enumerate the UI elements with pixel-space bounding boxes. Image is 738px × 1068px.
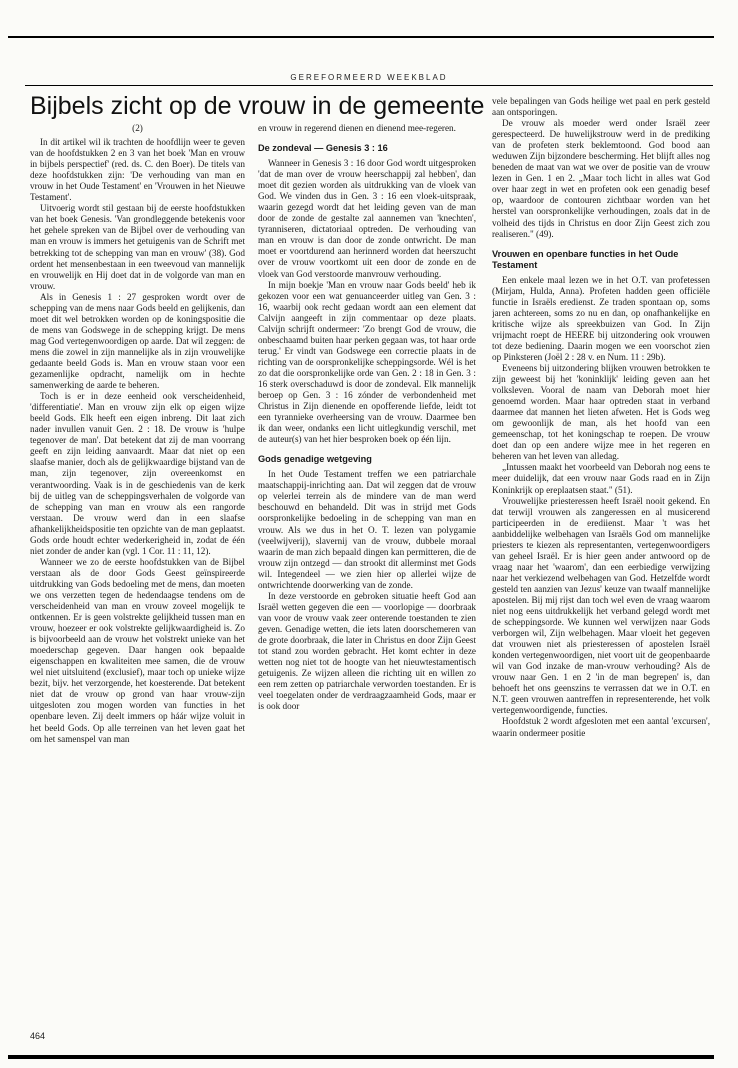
paragraph: Vrouwelijke priesteressen heeft Israël nooit gekend. En dat terwijl vrouwen als zangeressen en al musicerend participeerden in de erediienst. Maar 't was het aanbiddelijke welbehagen van Israëls God om mannelijke priesters te kiezen als representanten, vertegenwoordigers van geheel Israël. Er is hier geen ander antwoord op de vraag naar het 'waarom', dan een eerbiedige verwijzing naar het verkiezend welbehagen van God. Hetzelfde wordt gesteld ten aanzien van Jezus' keuze van twaalf mannelijke apostelen. Bij mij rijst dan toch wel even de vraag waarom niet nog eens uitdrukkelijk het verband gelegd wordt met de scheppingsorde. We kunnen wel verwijzen naar Gods verborgen wil, Zijn welbehagen. Maar vloeit het gegeven dat vrouwen niet als priesteressen of apostelen Israël konden vertegenwoordigen, niet voort uit de geopenbaarde wil van God inzake de man-vrouw verhouding? Als de vrouw naar Gen. 1 en 2 'in de man begrepen' is, dan behoeft het ons geenszins te verrassen dat we in O.T. en N.T. geen vrouwen aantreffen in representerende, het volk vertegenwoordigende, functies. — [492, 495, 710, 716]
paragraph: In dit artikel wil ik trachten de hoofdlijn weer te geven van de hoofdstukken 2 en 3 van het boek 'Man en vrouw in bijbels perspectief' (red. ds. C. den Boer). De titels van deze hoofdstukken zijn: 'De verhouding van man en vrouw in het Oude Testament' en 'Vrouwen in het Nieuwe Testament'. — [30, 137, 245, 203]
paragraph: en vrouw in regerend dienen en dienend mee-regeren. — [258, 123, 456, 133]
paragraph: „Intussen maakt het voorbeeld van Deborah nog eens te meer duidelijk, dat een vrouw naar Gods raad en in Zijn Koninkrijk op ereplaatsen staat." (51). — [492, 462, 710, 495]
paragraph: Eveneens bij uitzondering blijken vrouwen betrokken te zijn geweest bij het 'koninklijk' leiding geven aan het volksleven. Vooral de naam van Deborah moet hier genoemd worden. Maar haar optreden staat in verband daarmee dat mannen het lieten afweten. Het is Gods weg om gewoonlijk de man, als het hoofd van een gemeenschap, tot het koningschap te roepen. De vrouw doet dan op een andere wijze mee in het regeren en beheren van het leven van alledag. — [492, 362, 710, 462]
paragraph: vele bepalingen van Gods heilige wet paal en perk gesteld aan ontsporingen. — [492, 96, 710, 118]
column-3 — [492, 96, 710, 1023]
paragraph: Als in Genesis 1 : 27 gesproken wordt over de schepping van de mens naar Gods beeld en gelijkenis, dan moet dit wel betrokken worden op de koningspositie die de mens van Godswege in de schepping krijgt. De mens mag God vertegenwoordigen op aarde. Dat wil zeggen: de mens die zowel in zijn mannelijke als in zijn vrouwelijke gedaante beeld Gods is. Man en vrouw staan voor een gezamenlijke opdracht, namelijk om in hechte samenwerking de aarde te beheren. — [30, 291, 245, 391]
section-heading-zondeval: De zondeval — Genesis 3 : 16 — [258, 143, 388, 154]
masthead: GEREFORMEERD WEEKBLAD — [290, 73, 448, 82]
column-1 — [30, 123, 245, 1023]
article-title: Bijbels zicht op de vrouw in de gemeente — [30, 92, 485, 120]
paragraph: Wanneer in Genesis 3 : 16 door God wordt uitgesproken 'dat de man over de vrouw heerschappij zal hebben', dan moet dit gezien worden als uitdrukking van de vloek van God. We vinden dus in Gen. 3 : 16 een vloek-uitspraak, waarin gezegd wordt dat het leiding geven van de man door de zonde de gestalte zal aannemen van 'knechten', tyranniseren, dictatoriaal optreden. De verhouding van man en vrouw is dan door de zonde ontwricht. De man moet er voortdurend aan herinnerd worden dat heerszucht over de vrouw voortkomt uit een door de zonde en de vloek van God verstoorde manvrouw verhouding. — [258, 158, 476, 279]
paragraph: De vrouw als moeder werd onder Israël zeer gerespecteerd. De huwelijkstrouw werd in de prediking van de profeten sterk beklemtoond. God bood aan weduwen Zijn bijzondere bescherming. Het blijft alles nog beneden de maat van wat we over de positie van de vrouw lezen in Gen. 1 en 2. „Maar toch licht in alles wat God over haar zegt in wet en profeten ook een genadig besef op, waardoor de contouren zichtbaar worden van het herstel van oorspronkelijke verhoudingen, zoals dat in de volheid des tijds in Christus en door Zijn Geest zich zou realiseren." (49). — [492, 118, 710, 239]
section-heading-openbare-functies: Vrouwen en openbare functies in het Oude Testament — [492, 248, 679, 270]
article-part-number: (2) — [132, 123, 143, 133]
paragraph: Wanneer we zo de eerste hoofdstukken van de Bijbel verstaan als de door Gods Geest geïnspireerde uitdrukking van Gods bedoeling met de mens, dan moeten we ons verzetten tegen de hedendaagse tendens om de verscheidenheid van man en vrouw zoveel mogelijk te ontkennen. Er is geen volstrekte gelijkheid tussen man en vrouw, hoezeer er ook volstrekte gelijkwaardigheid is. Zo is bijvoorbeeld aan de vrouw het volstrekt unieke van het moederschap gegeven. Daar hangen ook bepaalde eigenschappen en kwaliteiten mee samen, die de vrouw wel niet uitsluitend (exclusief), maar toch op unieke wijze bezit, bijv. het verzorgende, het koesterende. Dat betekent niet dat de vrouw op grond van haar vrouw-zijn uitgesloten zou mogen worden van functies in het openbare leven. Zij deelt immers op háár wijze voluit in het beeld Gods. Op alle terreinen van het leven gaat het om het samenspel van man — [30, 556, 245, 744]
page-number: 464 — [30, 1031, 46, 1041]
top-rule — [8, 36, 714, 38]
masthead-rule — [25, 85, 713, 86]
bottom-rule — [8, 1055, 714, 1059]
paragraph: Toch is er in deze eenheid ook verscheidenheid, 'differentiatie'. Man en vrouw zijn elk op eigen wijze beeld Gods. Elk heeft een eigen inbreng. Dit laat zich nader invullen vanuit Gen. 2 : 18. De vrouw is 'hulpe tegenover de man'. Dat betekent dat zij de man voorrang geeft en zijn leiding aanvaardt. Maar dat niet op een slaafse manier, doch als de gelijkwaardige bijstand van de man, zijn tegenover, zijn overeenkomst en verantwoording. Vaak is in de geschiedenis van de kerk bij de uitleg van de scheppingsverhalen de volgorde van de schepping van man en vrouw als een rangorde verstaan. De vrouw werd dan in een slaafse afhankelijkheidspositie ten opzichte van de man geplaatst. Gods orde houdt echter wederkerigheid in, zodat de één niet zonder de ander kan (vgl. 1 Cor. 11 : 11, 12). — [30, 391, 245, 556]
paragraph: Hoofdstuk 2 wordt afgesloten met een aantal 'excursen', waarin ondermeer positie — [492, 716, 710, 738]
column-2 — [258, 123, 476, 1023]
paragraph: In deze verstoorde en gebroken situatie heeft God aan Israël wetten gegeven die een — voorlopige — doorbraak van voor de vrouw vaak zeer onterende toestanden te zien geven. Genadige wetten, die iets laten doorschemeren van de grote doorbraak, die later in Christus en door Zijn Geest tot stand zou worden gebracht. Het komt echter in deze wetten nog niet tot de hoogte van het nieuwtestamentisch getuigenis. Ze wijzen alleen die richting uit en willen zo een rem zetten op patriarchale verworden toestanden. Er is veel toegelaten onder de verdraagzaamheid Gods, maar er is ook door — [258, 590, 476, 712]
paragraph: In mijn boekje 'Man en vrouw naar Gods beeld' heb ik gekozen voor een wat genuanceerder uitleg van Gen. 3 : 16, waarbij ook recht gedaan wordt aan een element dat Calvijn aangeeft in zijn commentaar op deze plaats. Calvijn schrijft ondermeer: 'Zo brengt God de vrouw, die onbeschaamd buiten haar perken gegaan was, tot haar orde terug.' Er vindt van Godswege een correctie plaats in de richting van de oorspronkelijke scheppingsorde. Wél is het zo dat die oorspronkelijke orde van Gen. 2 : 18 in Gen. 3 : 16 sterk overschaduwd is door de zondeval. Elk mannelijk beroep op Gen. 3 : 16 zónder de verbondenheid met Christus in Zijn dienende en opofferende liefde, leidt tot een tyrannieke overheersing van de vrouw. Daarmee ben ik dan weer, ondanks een licht uitlegkundig verschil, met de auteur(s) van het hier besproken boek op één lijn. — [258, 279, 476, 445]
paragraph: Uitvoerig wordt stil gestaan bij de eerste hoofdstukken van het boek Genesis. 'Van grondleggende betekenis voor het gehele spreken van de Bijbel over de verhouding van man en vrouw is immers het getuigenis van de Schrift met betrekking tot de schepping van man en vrouw' (38). God ordent het mensenbestaan in een tweevoud van mannelijk en vrouwelijk en Hij doet dat in de volgorde van man en vrouw. — [30, 203, 245, 291]
section-heading-wetgeving: Gods genadige wetgeving — [258, 454, 372, 465]
paragraph: In het Oude Testament treffen we een patriarchale maatschappij-inrichting aan. Dat wil zeggen dat de vrouw op velerlei terrein als de mindere van de man werd beschouwd en behandeld. Dit was in strijd met Gods oorspronkelijke bedoeling in de schepping van man en vrouw. Als we dus in het O. T. lezen van polygamie (veelwijverij), slavernij van de vrouw, dubbele moraal waarin de man zich bepaald dingen kan permitteren, die de vrouw zijn ontzegd — dan strookt dit allerminst met Gods wil. Integendeel — we zien hier op allerlei wijze de ontwrichtende doorwerking van de zonde. — [258, 469, 476, 590]
paragraph: Een enkele maal lezen we in het O.T. van profetessen (Mirjam, Hulda, Anna). Profeten hadden geen officiële functie in Israëls eredienst. Ze traden spontaan op, soms jaren achtereen, soms zo nu en dan, op onafhankelijke en kritische wijze als spreekbuizen van God. In Zijn vrijmacht roept de HEERE bij uitzondering ook vrouwen tot deze bediening. Daarin mogen we een voorschot zien op Pinksteren (Joël 2 : 28 v. en Num. 11 : 29b). — [492, 274, 710, 362]
